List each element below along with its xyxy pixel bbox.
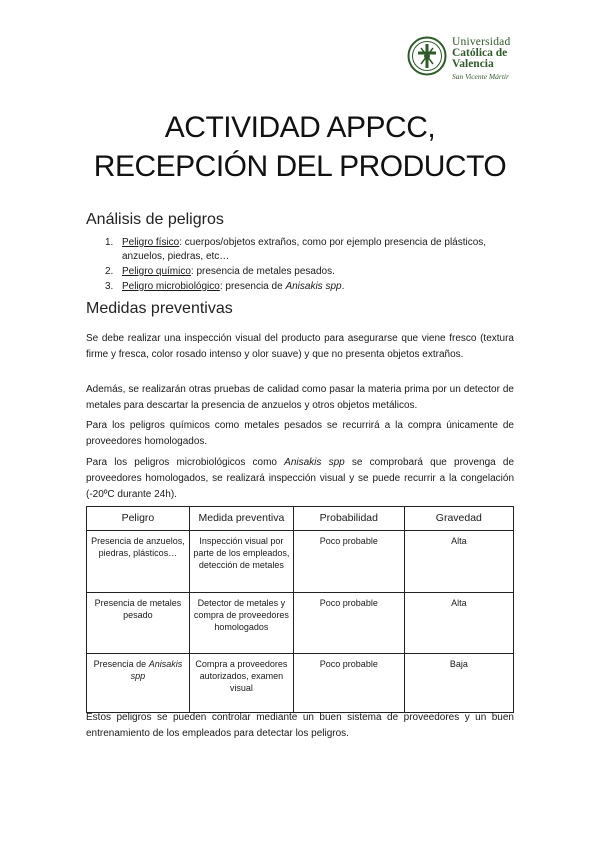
column-header-measure: Medida preventiva <box>189 507 293 531</box>
table-header-row <box>87 507 514 531</box>
hazard-item-physical <box>86 236 518 264</box>
list-number: 3. <box>105 281 114 292</box>
cell-probability: Poco probable <box>293 654 404 713</box>
university-seal-icon <box>407 36 447 76</box>
cell-severity: Alta <box>404 593 513 654</box>
hazard-name: Peligro microbiológico <box>122 281 220 292</box>
logo-line-2: Católica de <box>452 47 508 59</box>
paragraph-text: Para los peligros microbiológicos como <box>86 457 285 468</box>
cell-hazard: Presencia de anzuelos, piedras, plásticos… <box>87 531 190 593</box>
cell-hazard: Presencia de metales pesado <box>87 593 190 654</box>
cell-text: Presencia de <box>93 659 149 669</box>
page-title-line-1: ACTIVIDAD APPCC, <box>164 111 436 144</box>
paragraph-conclusion: Estos peligros se pueden controlar mediante un buen sistema de proveedores y un buen entrenamiento de los empleados para detectar los peligros. <box>86 712 514 739</box>
species-name: Anisakis spp <box>284 457 345 468</box>
university-logo <box>407 36 557 81</box>
paragraph-chemical-hazards: Para los peligros químicos como metales pesados se recurrirá a la compra únicamente de proveedores homologados. <box>86 420 514 447</box>
column-header-probability: Probabilidad <box>293 507 404 531</box>
table-row <box>87 531 514 593</box>
hazard-name: Peligro químico <box>122 266 191 277</box>
hazard-item-chemical <box>86 265 518 279</box>
cell-probability: Poco probable <box>293 593 404 654</box>
hazard-analysis-heading: Análisis de peligros <box>86 211 224 228</box>
cell-measure: Compra a proveedores autorizados, examen visual <box>189 654 293 713</box>
column-header-severity: Gravedad <box>404 507 513 531</box>
logo-line-4: San Vicente Mártir <box>452 72 509 81</box>
column-header-hazard: Peligro <box>87 507 190 531</box>
hazard-list <box>86 236 518 295</box>
paragraph-microbiological-hazards <box>86 455 514 503</box>
cell-severity: Alta <box>404 531 513 593</box>
cell-measure: Inspección visual por parte de los empleados, detección de metales <box>189 531 293 593</box>
cell-hazard <box>87 654 190 713</box>
list-number: 2. <box>105 266 114 277</box>
logo-text <box>452 37 510 82</box>
species-name: Anisakis spp <box>285 281 342 292</box>
cell-probability: Poco probable <box>293 531 404 593</box>
cell-severity: Baja <box>404 654 513 713</box>
table-row <box>87 654 514 713</box>
table-row <box>87 593 514 654</box>
preventive-measures-heading: Medidas preventivas <box>86 300 233 317</box>
hazard-name: Peligro físico <box>122 237 180 248</box>
page-title-line-2: RECEPCIÓN DEL PRODUCTO <box>93 150 507 183</box>
cell-measure: Detector de metales y compra de proveedores homologados <box>189 593 293 654</box>
hazard-description-tail: . <box>341 281 345 292</box>
hazard-description: : presencia de <box>219 281 286 292</box>
hazard-description: : presencia de metales pesados. <box>190 266 335 277</box>
species-name: Anisakis spp <box>130 659 183 681</box>
hazard-item-microbiological <box>86 280 518 294</box>
paragraph-quality-tests: Además, se realizarán otras pruebas de calidad como pasar la materia prima por un detector de metales para descartar la presencia de anzuelos y otros objetos metálicos. <box>86 384 514 411</box>
hazard-description: : cuerpos/objetos extraños, como por ejemplo presencia de plásticos, anzuelos, piedras, etc… <box>122 237 487 262</box>
logo-line-1: Universidad <box>452 36 511 48</box>
paragraph-visual-inspection: Se debe realizar una inspección visual del producto para asegurarse que viene fresco (textura firme y fresca, color rosado intenso y olor suave) y que no presenta objetos extraños. <box>86 333 514 360</box>
logo-line-3: Valencia <box>452 58 494 70</box>
paragraph-text: se comprobará que provenga de proveedores homologados, se realizará inspección visual y se puede recurrir a la congelación (-20ºC durante 24h). <box>86 457 515 500</box>
list-number: 1. <box>105 237 114 248</box>
risk-table <box>86 506 514 713</box>
